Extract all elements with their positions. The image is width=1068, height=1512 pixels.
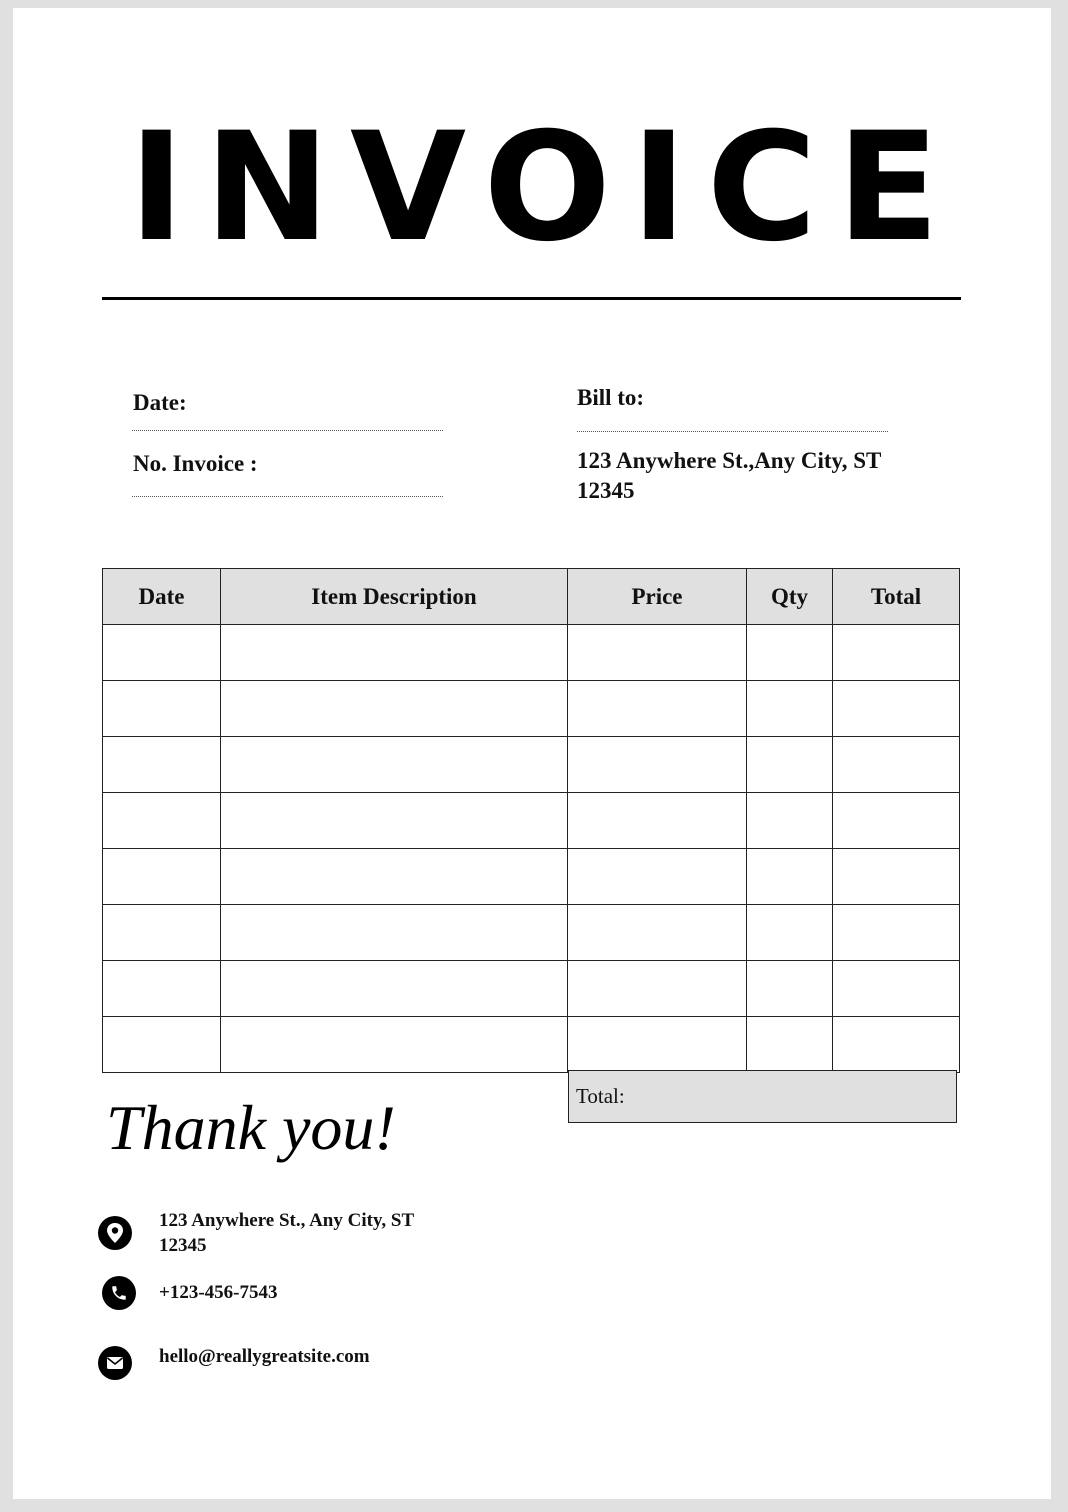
qty-cell [747, 681, 833, 737]
price-cell [568, 849, 747, 905]
total-cell [833, 1017, 960, 1073]
qty-cell [747, 793, 833, 849]
table-row [103, 625, 960, 681]
table-row [103, 961, 960, 1017]
price-cell [568, 1017, 747, 1073]
table-row [103, 905, 960, 961]
total-cell [833, 849, 960, 905]
price-cell [568, 737, 747, 793]
column-header-qty: Qty [747, 569, 833, 625]
date-cell [103, 737, 221, 793]
date-label: Date: [133, 390, 187, 415]
total-cell [833, 681, 960, 737]
items-table [102, 568, 960, 1073]
qty-cell [747, 625, 833, 681]
date-cell [103, 1017, 221, 1073]
table-row [103, 793, 960, 849]
qty-cell [747, 1017, 833, 1073]
table-row [103, 737, 960, 793]
total-cell [833, 625, 960, 681]
invoice-number-field-line [132, 496, 443, 497]
contact-email: hello@reallygreatsite.com [159, 1346, 370, 1367]
price-cell [568, 681, 747, 737]
date-cell [103, 905, 221, 961]
date-cell [103, 625, 221, 681]
description-cell [221, 793, 568, 849]
date-cell [103, 961, 221, 1017]
title-divider [102, 297, 961, 300]
total-cell [833, 737, 960, 793]
bill-to-address-line2: 12345 [577, 478, 635, 503]
location-pin-icon [98, 1216, 132, 1250]
date-cell [103, 849, 221, 905]
items-table-body [103, 625, 960, 1073]
table-header-row [103, 569, 960, 625]
description-cell [221, 681, 568, 737]
column-header-description: Item Description [221, 569, 568, 625]
price-cell [568, 793, 747, 849]
bill-to-label: Bill to: [577, 385, 645, 410]
contact-address [159, 1208, 414, 1258]
contact-phone: +123-456-7543 [159, 1282, 278, 1303]
price-cell [568, 961, 747, 1017]
column-header-total: Total [833, 569, 960, 625]
thank-you-message: Thank you! [106, 1092, 396, 1163]
table-row [103, 1017, 960, 1073]
table-row [103, 849, 960, 905]
price-cell [568, 625, 747, 681]
qty-cell [747, 905, 833, 961]
phone-icon [102, 1276, 136, 1310]
envelope-icon [98, 1346, 132, 1380]
total-cell [833, 905, 960, 961]
table-row [103, 681, 960, 737]
qty-cell [747, 849, 833, 905]
description-cell [221, 1017, 568, 1073]
qty-cell [747, 737, 833, 793]
contact-address-line2: 12345 [159, 1235, 207, 1256]
contact-address-line1: 123 Anywhere St., Any City, ST [159, 1210, 415, 1231]
grand-total-box [568, 1070, 957, 1123]
bill-to-field-line [577, 431, 888, 432]
date-cell [103, 681, 221, 737]
page-title: INVOICE [128, 101, 960, 275]
description-cell [221, 905, 568, 961]
description-cell [221, 849, 568, 905]
invoice-number-label: No. Invoice : [133, 451, 258, 476]
date-field-line [132, 430, 443, 431]
column-header-date: Date [103, 569, 221, 625]
description-cell [221, 737, 568, 793]
column-header-price: Price [568, 569, 747, 625]
bill-to-address [577, 446, 957, 506]
qty-cell [747, 961, 833, 1017]
description-cell [221, 625, 568, 681]
description-cell [221, 961, 568, 1017]
total-cell [833, 961, 960, 1017]
date-cell [103, 793, 221, 849]
grand-total-label: Total: [576, 1084, 625, 1108]
total-cell [833, 793, 960, 849]
bill-to-address-line1: 123 Anywhere St.,Any City, ST [577, 448, 882, 473]
price-cell [568, 905, 747, 961]
